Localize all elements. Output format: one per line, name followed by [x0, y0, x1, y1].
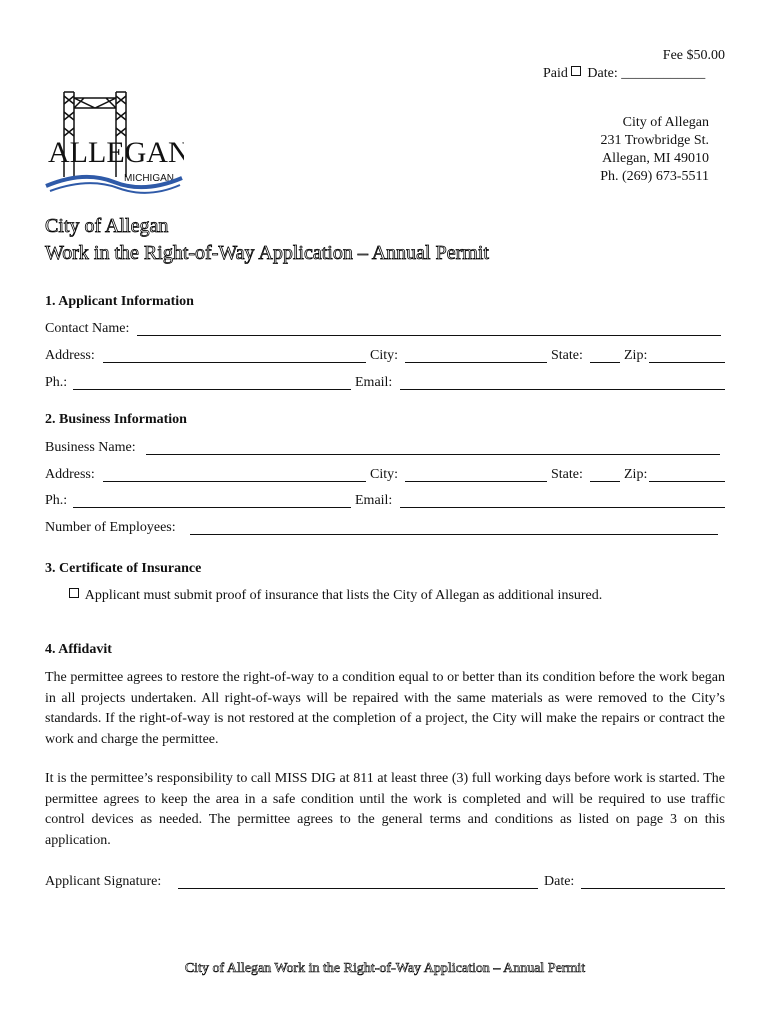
- contact-name-label: Contact Name:: [45, 321, 130, 336]
- employees-field[interactable]: [190, 520, 718, 535]
- logo-name: ALLEGAN: [48, 136, 184, 169]
- phone-label: Ph.:: [45, 493, 68, 508]
- business-name-row: [45, 440, 725, 460]
- zip-label: Zip:: [624, 348, 648, 363]
- fee-label: Fee $50.00: [662, 48, 725, 63]
- business-address-row: [45, 467, 725, 487]
- business-name-field[interactable]: [146, 440, 720, 455]
- section-heading-affidavit: 4. Affidavit: [45, 642, 112, 657]
- affidavit-paragraph-1: The permittee agrees to restore the right-of-way to a condition equal to or better than its condition before the work began in all projects undertaken. All right-of-ways will be repaired with the same materials as were removed to the City’s standards. If the right-of-way is not restored at the completion of a project, the City will make the repairs or contract the work and charge the permittee.: [45, 670, 725, 747]
- page-title: City of Allegan: [45, 215, 169, 237]
- business-zip-field[interactable]: [649, 467, 725, 482]
- contact-name-row: [45, 321, 725, 341]
- city-label: City:: [370, 348, 399, 363]
- paid-row: [543, 66, 705, 82]
- insurance-checkbox-label: Applicant must submit proof of insurance that lists the City of Allegan as additional insured.: [84, 588, 603, 603]
- logo-sub: MICHIGAN: [124, 173, 174, 184]
- zip-label: Zip:: [624, 467, 648, 482]
- business-city-field[interactable]: [405, 467, 547, 482]
- applicant-city-field[interactable]: [405, 348, 547, 363]
- business-phone-field[interactable]: [73, 493, 351, 508]
- phone-label: Ph.:: [45, 375, 68, 390]
- contact-name-field[interactable]: [137, 321, 721, 336]
- business-address-field[interactable]: [103, 467, 366, 482]
- applicant-phone-field[interactable]: [73, 375, 351, 390]
- business-name-label: Business Name:: [45, 440, 136, 455]
- address-line: City of Allegan: [622, 115, 709, 130]
- page-subtitle: Work in the Right-of-Way Application – Annual Permit: [45, 242, 489, 264]
- email-label: Email:: [355, 375, 393, 390]
- allegan-logo: [44, 82, 184, 194]
- address-label: Address:: [45, 348, 95, 363]
- address-line: 231 Trowbridge St.: [600, 133, 709, 148]
- paid-checkbox[interactable]: [571, 66, 581, 76]
- signature-date-label: Date:: [544, 874, 575, 889]
- address-line: Ph. (269) 673-5511: [600, 169, 709, 184]
- address-label: Address:: [45, 467, 95, 482]
- applicant-state-field[interactable]: [590, 348, 620, 363]
- signature-label: Applicant Signature:: [45, 874, 162, 889]
- signature-date-field[interactable]: [581, 874, 725, 889]
- business-email-field[interactable]: [400, 493, 725, 508]
- applicant-zip-field[interactable]: [649, 348, 725, 363]
- affidavit-paragraph-2: It is the permittee’s responsibility to call MISS DIG at 811 at least three (3) full working days before work is started. The permittee agrees to keep the area in a safe condition until the work is completed and will be required to use traffic control devices as needed. The permittee agrees to the general terms and conditions as listed on page 3 on this application.: [45, 771, 725, 848]
- paid-label: Paid: [543, 66, 568, 81]
- email-label: Email:: [355, 493, 393, 508]
- state-label: State:: [551, 467, 583, 482]
- city-address-block: [600, 114, 709, 186]
- business-phone-row: [45, 493, 725, 513]
- applicant-phone-row: [45, 375, 725, 395]
- business-state-field[interactable]: [590, 467, 620, 482]
- signature-field[interactable]: [178, 874, 538, 889]
- section-heading-business: 2. Business Information: [45, 412, 187, 427]
- employees-label: Number of Employees:: [45, 520, 176, 535]
- page-footer: City of Allegan Work in the Right-of-Way Application – Annual Permit: [184, 961, 586, 976]
- employees-row: [45, 520, 725, 540]
- applicant-email-field[interactable]: [400, 375, 725, 390]
- applicant-address-row: [45, 348, 725, 368]
- applicant-address-field[interactable]: [103, 348, 366, 363]
- state-label: State:: [551, 348, 583, 363]
- section-heading-insurance: 3. Certificate of Insurance: [45, 561, 202, 576]
- bridge-logo-icon: [44, 82, 184, 194]
- address-line: Allegan, MI 49010: [602, 151, 709, 166]
- section-heading-applicant: 1. Applicant Information: [45, 294, 194, 309]
- city-label: City:: [370, 467, 399, 482]
- insurance-checkbox[interactable]: [69, 588, 79, 598]
- signature-row: [45, 874, 725, 894]
- header-date-label: Date: ____________: [587, 66, 706, 81]
- insurance-checkbox-row: [66, 588, 602, 604]
